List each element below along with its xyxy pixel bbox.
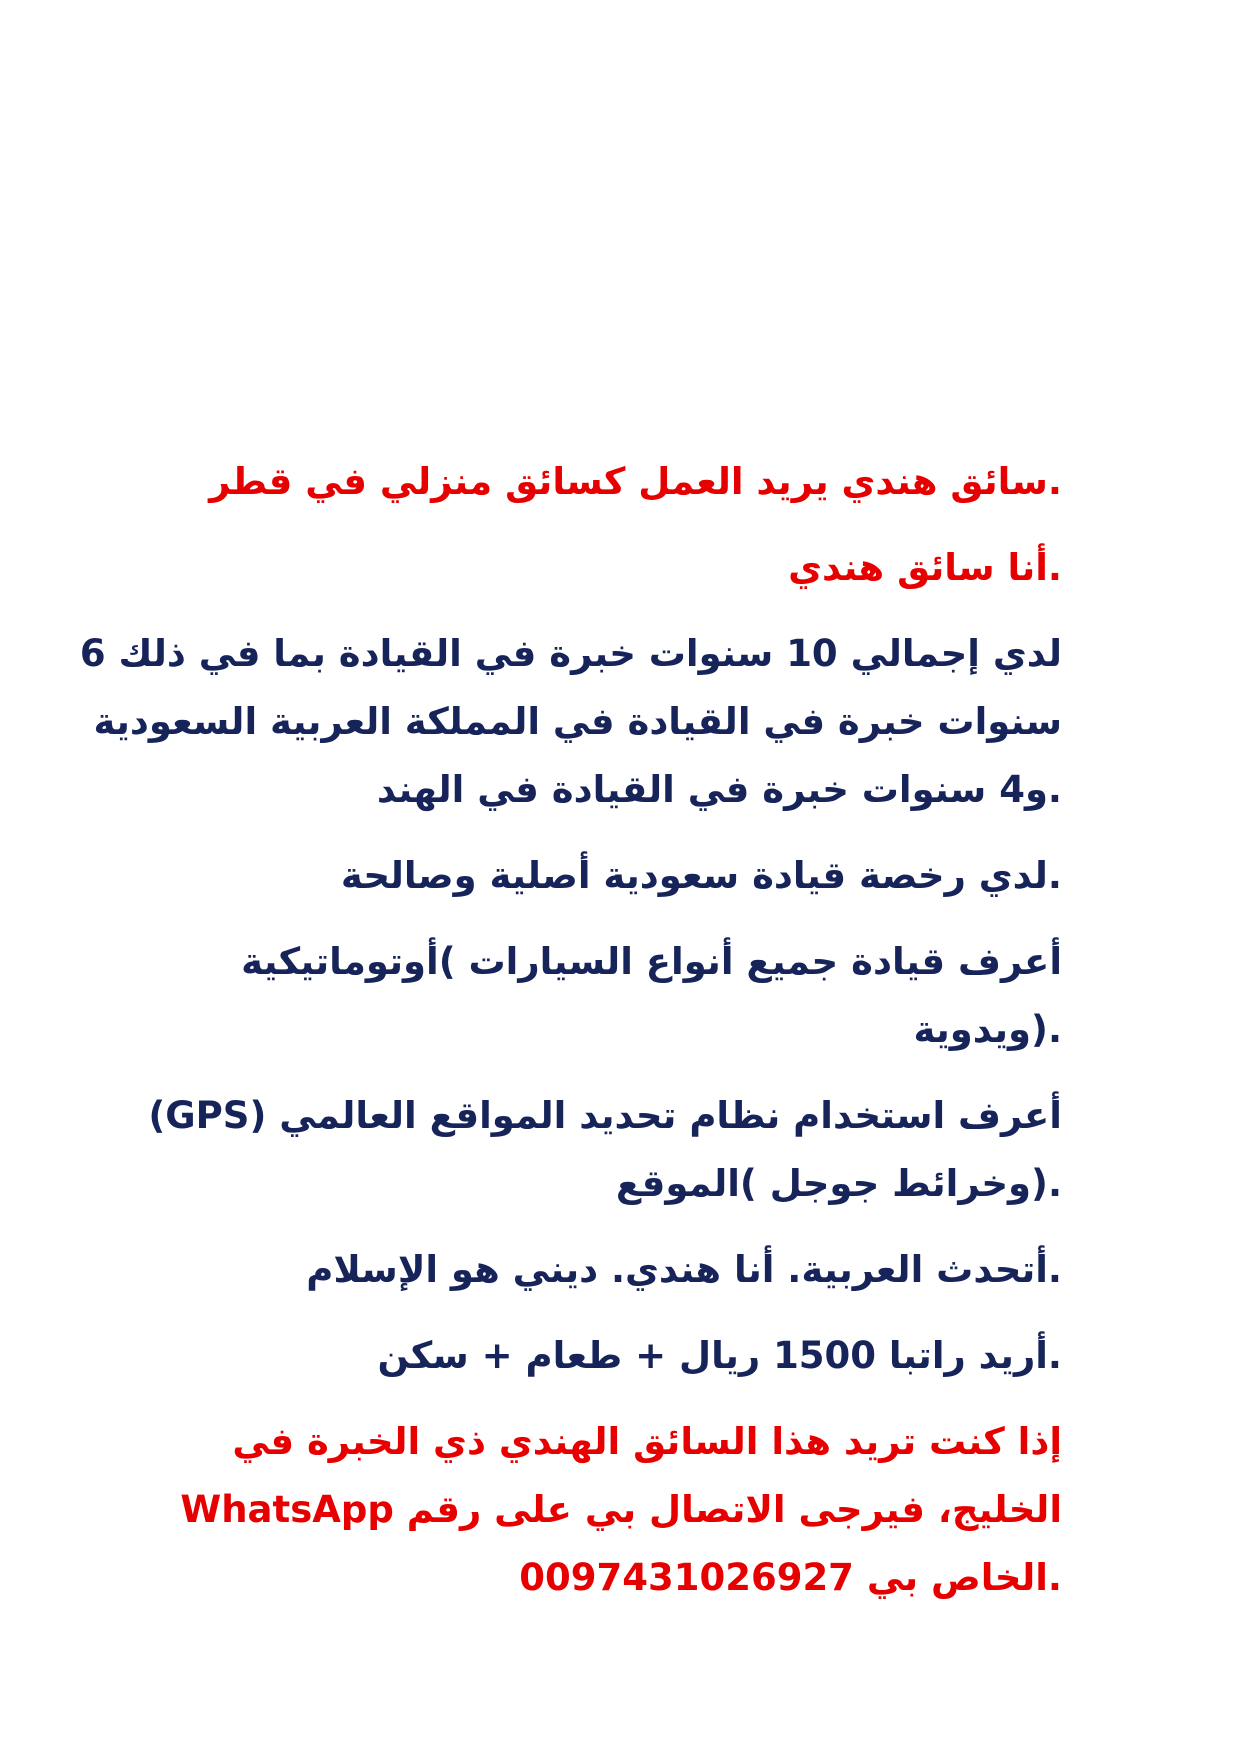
text-line: .(ويدوية bbox=[913, 1008, 1062, 1051]
gps-paragraph bbox=[132, 1082, 1062, 1218]
intro bbox=[132, 534, 1062, 602]
license-paragraph bbox=[132, 842, 1062, 910]
experience-paragraph bbox=[79, 620, 1062, 824]
text-line: لدي إجمالي 10 سنوات خبرة في القيادة بما في ذلك 6 bbox=[79, 632, 1062, 675]
document-body bbox=[79, 448, 1062, 1630]
text-line: .سائق هندي يريد العمل كسائق منزلي في قطر bbox=[209, 460, 1062, 503]
salary-paragraph bbox=[132, 1322, 1062, 1390]
text-line: .(وخرائط جوجل )الموقع bbox=[615, 1162, 1062, 1205]
text-line: .الخاص بي 0097431026927 bbox=[519, 1556, 1062, 1599]
contact-paragraph bbox=[132, 1408, 1062, 1612]
text-line: أعرف قيادة جميع أنواع السيارات )أوتوماتيكية bbox=[241, 940, 1062, 983]
text-line: .أنا سائق هندي bbox=[788, 546, 1062, 589]
text-line: سنوات خبرة في القيادة في المملكة العربية السعودية bbox=[93, 700, 1062, 743]
vehicles-paragraph bbox=[132, 928, 1062, 1064]
text-line: .لدي رخصة قيادة سعودية أصلية وصالحة bbox=[340, 854, 1062, 897]
text-line: .أتحدث العربية. أنا هندي. ديني هو الإسلام bbox=[306, 1248, 1062, 1291]
headline bbox=[132, 448, 1062, 516]
text-line: أعرف استخدام نظام تحديد المواقع العالمي (GPS) bbox=[148, 1094, 1062, 1137]
language-paragraph bbox=[132, 1236, 1062, 1304]
text-line: إذا كنت تريد هذا السائق الهندي ذي الخبرة في bbox=[232, 1420, 1062, 1463]
text-line: .أريد راتبا 1500 ريال + طعام + سكن bbox=[377, 1334, 1062, 1377]
text-line: .و4 سنوات خبرة في القيادة في الهند bbox=[376, 768, 1062, 811]
text-line: الخليج، فيرجى الاتصال بي على رقم WhatsApp bbox=[180, 1488, 1062, 1531]
